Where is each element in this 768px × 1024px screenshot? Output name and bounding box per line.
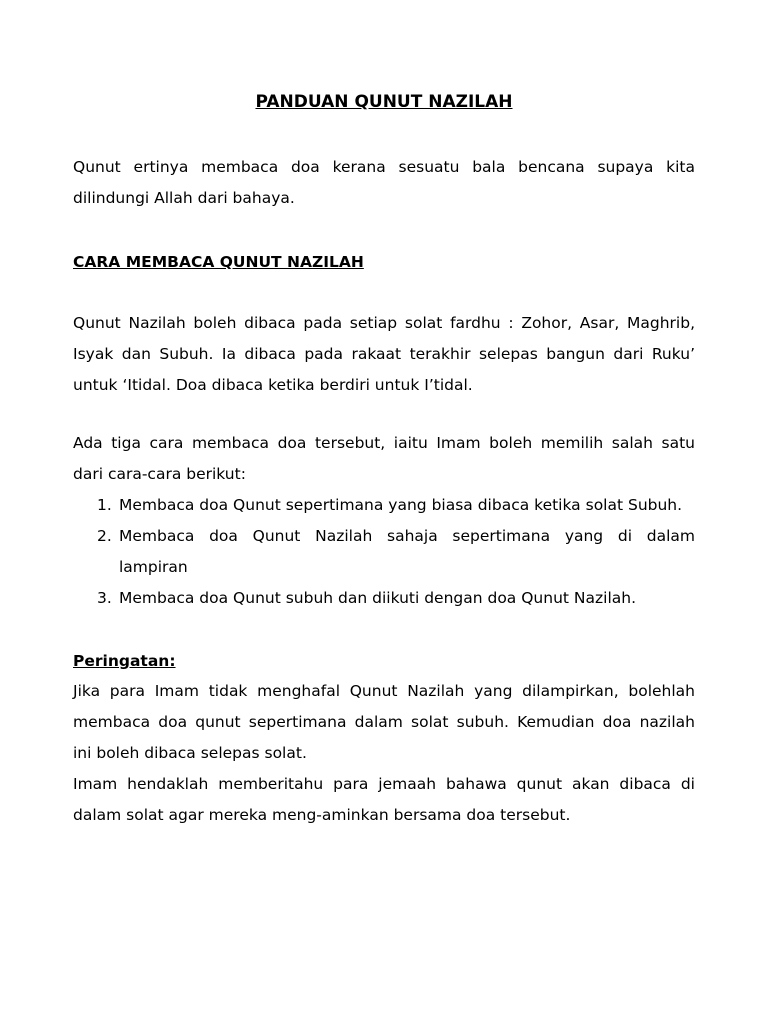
list-item [73, 490, 695, 521]
intro-line-1: Qunut ertinya membaca doa kerana sesuatu bala bencana supaya kita [73, 158, 695, 176]
intro-paragraph [73, 152, 695, 214]
section-heading: CARA MEMBACA QUNUT NAZILAH [73, 253, 364, 271]
list-item-text: Membaca doa Qunut sepertimana yang biasa dibaca ketika solat Subuh. [119, 496, 683, 514]
list-number: 2. [97, 527, 112, 545]
list-number: 1. [97, 496, 112, 514]
list-number: 3. [97, 589, 112, 607]
paragraph-2 [73, 428, 695, 490]
paragraph-1 [73, 308, 695, 401]
paragraph-1-line-2: Isyak dan Subuh. Ia dibaca pada rakaat terakhir selepas bangun dari Ruku’ [73, 345, 695, 363]
warning-heading: Peringatan: [73, 652, 176, 670]
paragraph-2-line-2: dari cara-cara berikut: [73, 465, 246, 483]
list-item [73, 583, 695, 614]
warning-paragraph [73, 676, 695, 831]
list-item-text: Membaca doa Qunut Nazilah sahaja sepertimana yang di dalam [119, 527, 695, 545]
document-page [73, 0, 695, 1024]
paragraph-2-line-1: Ada tiga cara membaca doa tersebut, iaitu Imam boleh memilih salah satu [73, 434, 695, 452]
list-item [73, 521, 695, 583]
list-item-text: Membaca doa Qunut subuh dan diikuti dengan doa Qunut Nazilah. [119, 589, 637, 607]
intro-line-2: dilindungi Allah dari bahaya. [73, 189, 295, 207]
warning-line-1: Jika para Imam tidak menghafal Qunut Nazilah yang dilampirkan, bolehlah [73, 682, 695, 700]
warning-line-5: dalam solat agar mereka meng-aminkan bersama doa tersebut. [73, 806, 571, 824]
warning-line-4: Imam hendaklah memberitahu para jemaah bahawa qunut akan dibaca di [73, 775, 695, 793]
warning-line-2: membaca doa qunut sepertimana dalam solat subuh. Kemudian doa nazilah [73, 713, 695, 731]
document-title: PANDUAN QUNUT NAZILAH [255, 92, 513, 112]
paragraph-1-line-1: Qunut Nazilah boleh dibaca pada setiap solat fardhu : Zohor, Asar, Maghrib, [73, 314, 695, 332]
paragraph-1-line-3: untuk ‘Itidal. Doa dibaca ketika berdiri untuk I’tidal. [73, 376, 473, 394]
list-item-text-continued: lampiran [119, 558, 188, 576]
method-list [73, 490, 695, 614]
warning-line-3: ini boleh dibaca selepas solat. [73, 744, 307, 762]
